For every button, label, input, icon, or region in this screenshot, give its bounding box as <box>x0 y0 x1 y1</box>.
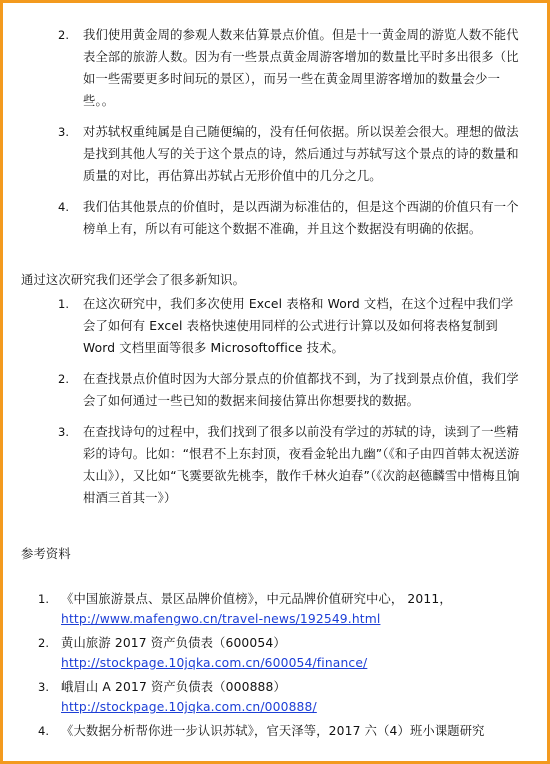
list-item-text: 我们使用黄金周的参观人数来估算景点价值。但是十一黄金周的游览人数不能代表全部的旅游人数。因为有一些景点黄金周游客增加的数量比平时多出很多（比如一些需要更多时间玩的景区），而另一些在黄金周里游客增加的数量会少一些。。 <box>83 28 519 108</box>
list-item-text: 对苏轼权重纯属是自己随便编的，没有任何依据。所以误差会很大。理想的做法是找到其他人写的关于这个景点的诗，然后通过与苏轼写这个景点的诗的数量和质量的对比，再估算出苏轼占无形价值中的几分之几。 <box>83 125 519 183</box>
list-item-text: 我们估其他景点的价值时，是以西湖为标准估的，但是这个西湖的价值只有一个榜单上有，所以有可能这个数据不准确，并且这个数据没有明确的依据。 <box>83 200 519 236</box>
reference-item <box>3 633 547 673</box>
reference-text <box>61 633 531 673</box>
reference-text <box>61 721 531 741</box>
list-item-number: 4. <box>38 724 49 738</box>
references-title: 参考资料 <box>21 547 71 561</box>
list-item <box>3 24 547 112</box>
list-item-text: 在查找诗句的过程中，我们找到了很多以前没有学过的苏轼的诗，读到了一些精彩的诗句。比如：“恨君不上东封顶，夜看金轮出九幽”（《和子由四首韩太祝送游太山》），又比如“飞霙要欲先桃李，散作千林火迫春”（《次韵赵德麟雪中惜梅且饷柑酒三首其一》） <box>83 425 520 505</box>
reference-item <box>3 721 547 741</box>
reference-link[interactable]: http://stockpage.10jqka.com.cn/600054/finance/ <box>61 656 368 670</box>
reference-title: 峨眉山 A 2017 资产负债表（000888） <box>61 680 286 694</box>
list-item-number: 3. <box>58 425 69 439</box>
reference-title: 《大数据分析帮你进一步认识苏轼》，官天泽等，2017 六（4）班小课题研究 <box>61 724 485 738</box>
list-item-number: 1. <box>38 592 49 606</box>
references-list <box>3 589 547 741</box>
reference-title: 《中国旅游景点、景区品牌价值榜》，中元品牌价值研究中心， 2011， <box>61 592 452 606</box>
list-item <box>3 421 547 509</box>
list-item-number: 4. <box>58 200 69 214</box>
list-item-number: 3. <box>58 125 69 139</box>
reference-text <box>61 677 531 717</box>
list-item-number: 2. <box>38 636 49 650</box>
list-item-number: 2. <box>58 372 69 386</box>
reference-link[interactable]: http://stockpage.10jqka.com.cn/000888/ <box>61 700 317 714</box>
reference-item <box>3 589 547 629</box>
list-item <box>3 121 547 187</box>
reference-text <box>61 589 531 629</box>
list-item-number: 2. <box>58 28 69 42</box>
list-item-number: 3. <box>38 680 49 694</box>
list-item <box>3 368 547 412</box>
limitations-list <box>3 24 547 240</box>
list-item-text: 在查找景点价值时因为大部分景点的价值都找不到，为了找到景点价值，我们学会了如何通过一些已知的数据来间接估算出你想要找的数据。 <box>83 372 519 408</box>
reference-title: 黄山旅游 2017 资产负债表（600054） <box>61 636 286 650</box>
list-item-text: 在这次研究中，我们多次使用 Excel 表格和 Word 文档，在这个过程中我们学会了如何有 Excel 表格快速使用同样的公式进行计算以及如何将表格复制到 Word 文档里面等很多 Microsoftoffice 技术。 <box>83 297 514 355</box>
list-item <box>3 293 547 359</box>
list-item <box>3 196 547 240</box>
reference-item <box>3 677 547 717</box>
list-item-number: 1. <box>58 297 69 311</box>
document-content <box>3 3 547 761</box>
learned-intro: 通过这次研究我们还学会了很多新知识。 <box>21 273 246 287</box>
reference-link[interactable]: http://www.mafengwo.cn/travel-news/192549.html <box>61 612 381 626</box>
learned-list <box>3 293 547 509</box>
